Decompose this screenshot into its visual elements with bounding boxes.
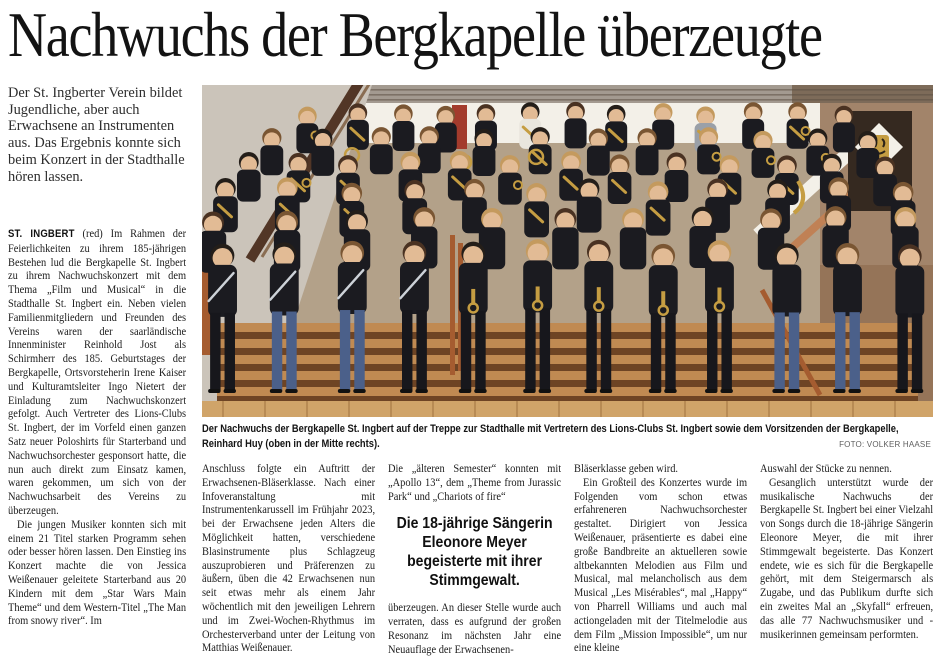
paragraph: überzeugen. An dieser Stelle wurde auch verraten, dass es aufgrund der großen Resonanz im nächsten Jahr eine Neuauflage der Erwachsenen- [388,601,561,656]
paragraph-1 [8,227,186,518]
paragraph: Ein Großteil des Konzertes wurde im Folgenden vom schon etwas erfahreneren Nachwuchsorchester gestaltet. Dirigiert von Jessica Weißenauer, präsentierte es dabei eine große Bandbreite an aktuelleren sowie altbekannten Melodien aus Film und Musical, mal melancholisch aus dem Musical „Les Misérables“, mal „Happy“ von Pharrell Williams und auch mal actiongeladen mit der Titelmelodie aus dem Film „Mission Impossible“, um nur eine kleine [574,475,747,655]
body-column-2 [202,462,375,661]
photo-credit: FOTO: VOLKER HAASE [839,440,931,450]
paragraph: Anschluss folgte ein Auftritt der Erwachsenen-Bläserklasse. Nach einer Infoveranstaltung mit Instrumentenkarussell im Frühjahr 2023, bei der Erwachsene jeden Alters die Möglichkeit hatten, verschiedene Blasinstrumente plus Schlagzeug auszuprobieren und Präferenzen zu äußern, üben die 42 Erwachsenen nun seit etwas mehr als einem Jahr wöchentlich mit den jeweiligen Lehrern und im Zwei-Wochen-Rhythmus im Orchesterverband unter der Leitung von Matthias Weißenauer. [202,462,375,655]
photo-caption [202,422,933,454]
paragraph-text: Im Rahmen der Feierlichkeiten zu ihrem 185-jährigen Bestehen lud die Bergkapelle St. Ingbert zu ihrem Nachwuchskonzert mit dem Thema „Film und Musical“ in die Stadthalle St. Ingbert ein. Neben vielen Familienmitgliedern und Freunden des Vereins waren der saarländische Innenminister Reinhold Jost als Schirmherr des 185. Geburtstages der Bergkapelle, Ortsvorsteherin Irene Kaiser und Kulturamtsleiter Ingo Nietert der Einladung zum Nachwuchskonzert gefolgt. Auch Vertreter des Lions-Clubs St. Ingbert, der im Vorfeld einen ganzen Satz neuer Poloshirts für Starterband und Nachwuchsorchester gesponsort hatte, die nun auch direkt zum Einsatz kamen, waren gekommen, um sich von der Nachwuchsarbeit des Vereins zu überzeugen. [8,227,186,517]
paragraph: Auswahl der Stücke zu nennen. [760,462,892,475]
headline: Nachwuchs der Bergkapelle überzeugte [8,0,822,70]
paragraph: Gesanglich unterstützt wurde der musikalische Nachwuchs der Bergkapelle St. Ingbert bei einer Vielzahl von Songs durch die 18-jährige Sängerin Eleonore Meyer, die mit ihrer Stimmgewalt begeisterte. Das Konzert endete, wie es sich für die Bergkapelle gehört, mit dem Steigermarsch als Zugabe, und das Publikum durfte sich ein zweites Mal an „Skyfall“ erfreuen, das alle 77 Nachwuchsmusiker und -musikerinnen gemeinsam performten. [760,475,933,641]
byline: (red) [82,227,103,240]
paragraph-2: Die jungen Musiker konnten sich mit einem 21 Titel starken Programm sehen oder besser hören lassen. Den Einstieg ins Konzert machte die von Jessica Weißenauer geleitete Starterband aus 20 Kindern mit dem „Star Wars Main Theme“ und dem Western-Titel „The Man from snowy river“. Im [8,517,186,628]
photo-caption-text: Der Nachwuchs der Bergkapelle St. Ingbert auf der Treppe zur Stadthalle mit Vertretern des Lions-Clubs St. Ingbert sowie dem Vorsitzenden der Bergkapelle, Reinhard Huy (oben in der Mitte rechts). [202,423,899,450]
paragraph: Die „älteren Semester“ konnten mit „Apollo 13“, dem „Theme from Jurassic Park“ und „Chariots of fire“ [388,462,561,503]
body-columns [202,462,933,661]
lead-paragraph: Der St. Ingberter Verein bildet Jugendliche, aber auch Erwachsene an Instrumenten aus. Das Ergebnis konnte sich beim Konzert in der Stadthalle hören lassen. [8,85,185,185]
body-column-4 [574,462,747,661]
body-column-5 [760,462,933,661]
paragraph: Bläserklasse geben wird. [574,462,679,475]
body-column-3 [388,462,561,661]
dateline: ST. INGBERT [8,228,75,240]
group-photo [202,85,933,417]
pull-quote: Die 18-jährige Sängerin Eleonore Meyer begeisterte mit ihrer Stimmgewalt. [396,515,553,590]
body-column-1 [8,227,186,661]
